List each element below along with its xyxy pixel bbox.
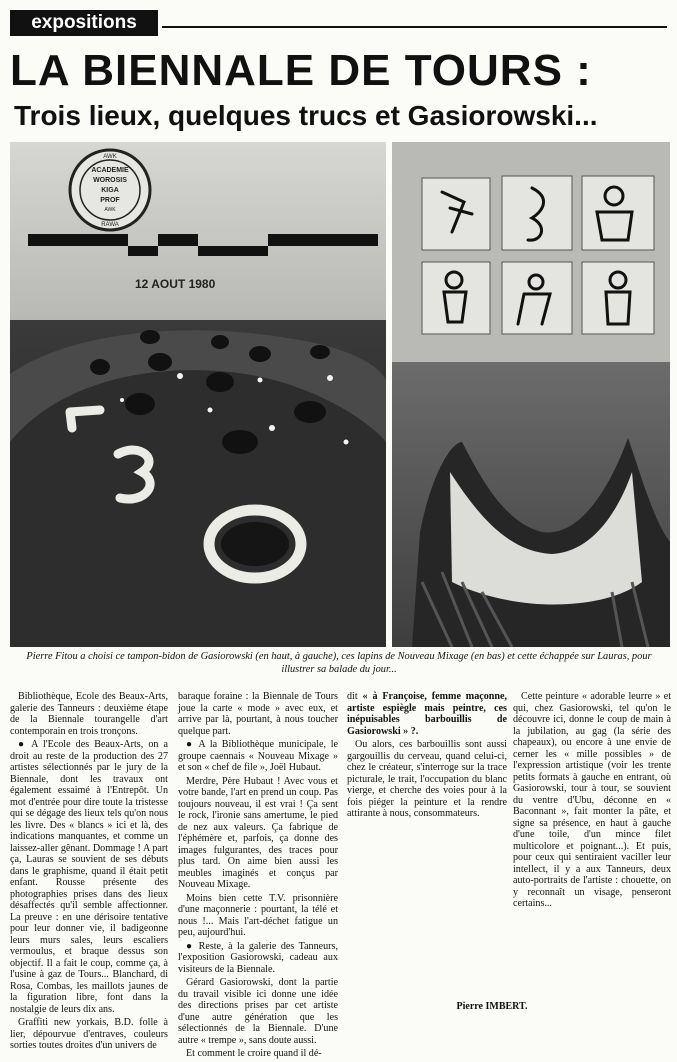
- paragraph: Bibliothèque, Ecole des Beaux-Arts, galerie des Tanneurs : deuxième étape de la Biennale tourangelle d'art contemporain en trois tronçons.: [10, 691, 168, 737]
- stamp-text: RAWA: [101, 222, 119, 228]
- photo-caption: Pierre Fitou a choisi ce tampon-bidon de Gasiorowski (en haut, à gauche), ces lapins de Nouveau Mixage (en bas) et cette échappée sur Lauras, pour illustrer sa balade du jour...: [26, 651, 652, 675]
- paragraph: baraque foraine : la Biennale de Tours joue la carte « mode » avec eux, et arrive par là, pourtant, à nous toucher quelque part.: [178, 691, 338, 737]
- column-4: [513, 691, 671, 912]
- paragraph: Gérard Gasiorowski, dont la partie du travail visible ici donne une idée des directions prises par cet artiste d'une autre génération que les sélectionnés de la Biennale. D'une autre « trempe », sans doute aussi.: [178, 977, 338, 1046]
- author-signature: Pierre IMBERT.: [456, 1001, 528, 1012]
- paragraph: Cette peinture « adorable leurre » et qui, chez Gasiorowski, tel qu'on le découvre ici, donne le coup de main à la jubilation, au gag (la série des chapeaux), ou encore à une envie de cerner les « mille possibles » de l'expression artistique (voir les trente petits formats à gauche en entrant, où Gasiorowski, tour à tour, se souvient du ventre d'Ubu, déconne en « Baconnant », fait monter la pâte, et signe sa présence, en haut à gauche d'une toile, d'un mince filet multicolore et poignant...). Et puis, pour ceux qui sentiraient vaciller leur intellect, il y a aux Tanneurs, deux auto-portraits de l'artiste : chouette, on y reconnaît un visage, penseront certains...: [513, 691, 671, 909]
- stamp-date: 12 AOUT 1980: [135, 277, 216, 291]
- paragraph: Ou alors, ces barbouillis sont aussi gargouillis du cerveau, quand celui-ci, chez le créateur, s'interroge sur la trace picturale, le trait, l'occupation du blanc vierge, et cherche des voies pour à la fois piéger la peinture et la rendre attirante à nous, consommateurs.: [347, 739, 507, 819]
- photo-gallery: [392, 142, 670, 647]
- stamp-text: AWK: [104, 207, 116, 213]
- paragraph: ● Reste, à la galerie des Tanneurs, l'exposition Gasiorowski, cadeau aux visiteurs de la Biennale.: [178, 940, 338, 975]
- paragraph: ● A l'Ecole des Beaux-Arts, on a droit au reste de la production des 27 artistes sélectionnés par le jury de la Biennale, dont les travaux ont également essaimé à l'Entrepôt. Un mot d'entrée pour dire toute la tristesse qui se dégage des lieux tels qu'on nous les livre. Des « blancs » ici et là, des indications manquantes, et comme un laissez-aller gênant. Dommage ! A part ça, Lauras se souvient de ses débuts dans le graphisme, quand il était petit enfant. Rousse présente des photographies prises dans des lieux désaffectés qu'il semble affectionner. La preuve : en une dérisoire tentative pour leur donner vie, il badigeonne leurs murs sales, leurs escaliers vermoulus, et braque dessus son objectif. Il a fait le coup, comme ça, à l'usine à gaz de Tours... Blanchard, di Rosa, Combas, les maillots jaunes de la figuration libre, font dans la nostalgie de leurs dix ans.: [10, 739, 168, 1015]
- photo-stamp-and-installation: [10, 142, 386, 647]
- subtitle: Trois lieux, quelques trucs et Gasiorowski...: [14, 100, 598, 131]
- quote-paragraph: [347, 691, 507, 737]
- quote-bold: « à Françoise, femme maçonne, artiste espiègle mais peintre, ces inépuisables barbouillis de Gasiorowski » ?.: [347, 691, 508, 737]
- column-2: [178, 691, 338, 1062]
- section-label: expositions: [10, 10, 158, 36]
- paragraph: Merdre, Père Hubaut ! Avec vous et votre bande, l'art en prend un coup. Pas toujours nouveau, il est vrai ! Ça sent le rock, l'ironie sans amertume, le pied de nez aux valeurs. Ça fabrique de l'éphémère et, parfois, ça donne des images fulgurantes, des traces pour plus tard. On aime bien aussi les meubles imaginés et conçus par Nouveau Mixage.: [178, 775, 338, 890]
- stamp-text: ACADEMIE: [91, 167, 129, 174]
- paragraph: Moins bien cette T.V. prisonnière d'une maçonnerie : pourtant, la télé et nous !... Mais l'art-déchet fatigue un peu, aujourd'hui.: [178, 892, 338, 938]
- stamp-text: AWK: [103, 154, 117, 160]
- header-rule: [162, 26, 667, 28]
- paragraph: Graffiti new yorkais, B.D. folle à lier, dépourvue d'entraves, couleurs sorties toutes droites d'un univers de: [10, 1017, 168, 1051]
- stamp-text: KIGA: [101, 187, 119, 194]
- stamp-text: WOROSIS: [93, 177, 127, 184]
- quote-lead: dit: [347, 691, 358, 702]
- column-3: [347, 691, 507, 822]
- paragraph: Et comment le croire quand il dé-: [186, 1048, 322, 1059]
- paragraph: ● A la Bibliothèque municipale, le groupe caennais « Nouveau Mixage » et son « chef de file », Joël Hubaut.: [178, 739, 338, 773]
- column-1: [10, 691, 168, 1054]
- stamp-text: PROF: [100, 197, 120, 204]
- headline: LA BIENNALE DE TOURS :: [10, 46, 592, 95]
